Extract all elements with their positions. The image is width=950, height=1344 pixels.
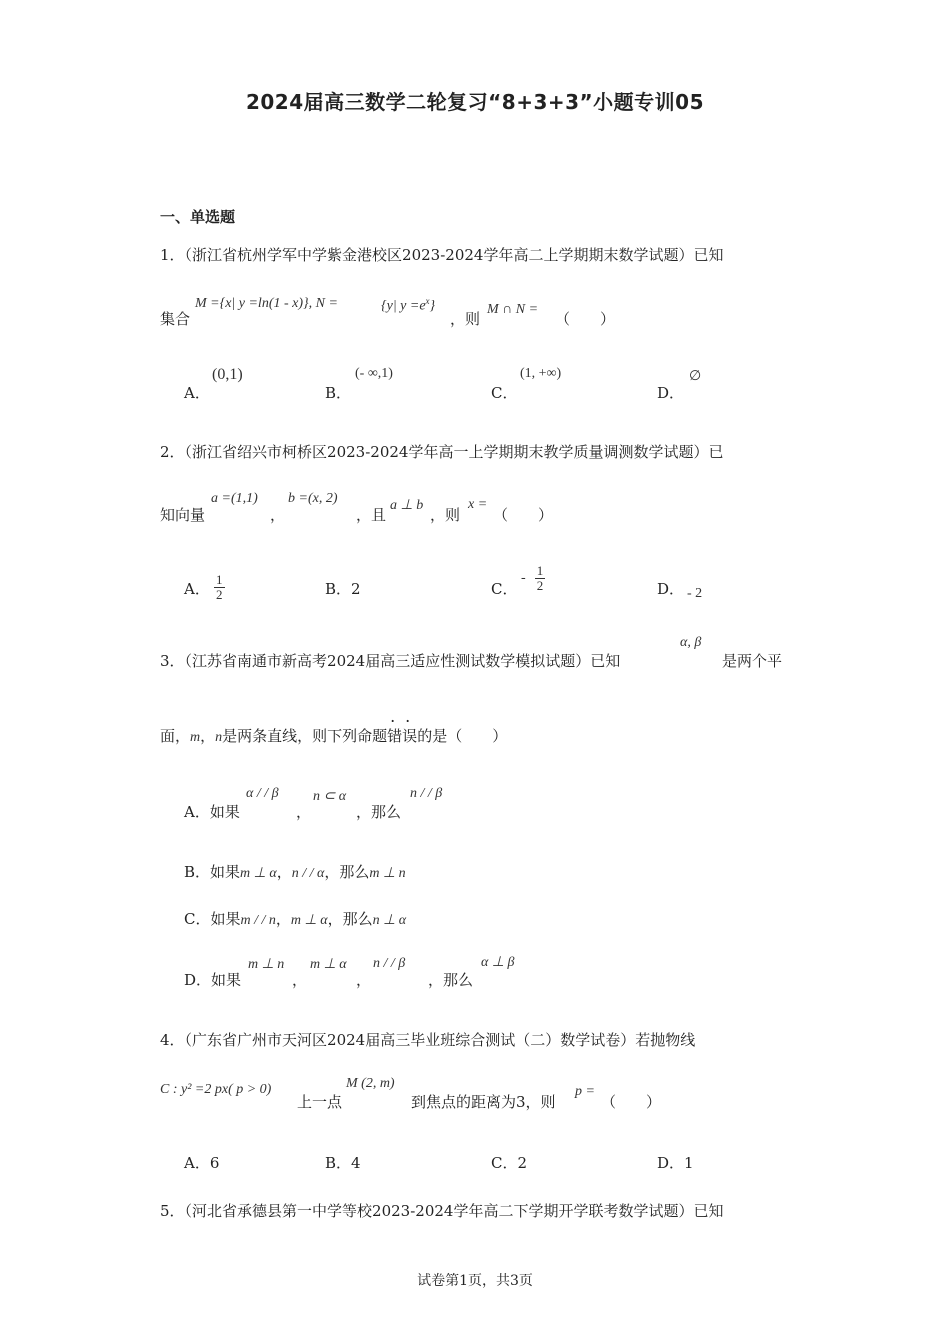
q4-point: M (2, m) (346, 1076, 395, 1091)
q1-option-b[interactable]: B． (325, 384, 352, 402)
q3-option-d-result: α ⊥ β (481, 955, 515, 970)
q1-intersection: M ∩ N = (487, 302, 539, 317)
q4-distance: 到焦点的距离为3，则 (411, 1093, 556, 1111)
q3-option-c[interactable]: C．如果m / / n，m ⊥ α，那么n ⊥ α (184, 910, 407, 928)
q3-option-a-result: n / / β (410, 786, 443, 801)
q2-comma: ， (270, 506, 286, 524)
q3-alpha-beta: α, β (680, 635, 702, 650)
q1-stem-lead: 集合 (160, 310, 191, 328)
q3-option-a-then: ，那么 (356, 803, 402, 821)
q4-curve: C : y² =2 px( p > 0) (160, 1082, 272, 1097)
q3-option-a-cond2: n ⊂ α (313, 789, 347, 804)
q4-option-b[interactable]: B．4 (325, 1154, 361, 1172)
q3-option-d[interactable]: D．如果 (184, 971, 242, 989)
q2-option-c-fraction: - $\frac{1}{2}$ (521, 563, 544, 593)
q2-perp: a ⊥ b (390, 498, 424, 513)
q2-x-expr: x = (468, 497, 488, 512)
q3-option-a-cond1: α / / β (246, 786, 279, 801)
q2-option-b[interactable]: B．2 (325, 580, 361, 598)
q2-stem-lead: 知向量 (160, 506, 206, 524)
q2-stem-line1: 2．（浙江省绍兴市柯桥区2023-2024学年高一上学期期末教学质量调测数学试题）已 (160, 443, 724, 461)
q3-option-d-cond3: n / / β (373, 956, 406, 971)
q1-option-d-value: ∅ (689, 369, 702, 384)
q1-option-c-value: (1, +∞) (520, 366, 562, 381)
q3-option-d-cond2: m ⊥ α (310, 957, 347, 972)
q1-option-d[interactable]: D． (657, 384, 685, 402)
q3-stem-line2: 面，m，n是两条直线，则下列命题 . . 错误的是（ ） (160, 707, 508, 745)
q2-option-a[interactable]: A． (184, 580, 210, 598)
q2-vector-b: b =(x, 2) (288, 491, 338, 506)
q1-option-a[interactable]: A． (184, 384, 210, 402)
q1-option-c[interactable]: C． (491, 384, 518, 402)
q4-option-d[interactable]: D．1 (657, 1154, 694, 1172)
q2-vector-a: a =(1,1) (211, 491, 258, 506)
q4-answer-paren: （ ） (601, 1093, 662, 1111)
q3-option-d-comma2: ， (356, 971, 372, 989)
q4-p-expr: p = (575, 1084, 595, 1099)
q2-then: ，则 (430, 506, 461, 524)
q1-set-expression: M ={x| y =ln(1 - x)}, N = (195, 296, 338, 311)
q4-on-curve: 上一点 (297, 1093, 343, 1111)
q3-option-d-cond1: m ⊥ n (248, 957, 285, 972)
q3-option-d-then: ，那么 (428, 971, 474, 989)
q4-option-a[interactable]: A．6 (184, 1154, 220, 1172)
section-heading: 一、单选题 (160, 208, 236, 226)
q1-then: ，则 (450, 310, 481, 328)
q3-option-d-comma1: ， (292, 971, 308, 989)
q4-option-c[interactable]: C．2 (491, 1154, 528, 1172)
q3-stem-line1: 3．（江苏省南通市新高考2024届高三适应性测试数学模拟试题）已知 (160, 652, 621, 670)
q3-option-a-comma: ， (296, 803, 312, 821)
q3-option-b[interactable]: B．如果m ⊥ α，n / / α，那么m ⊥ n (184, 863, 406, 881)
page-footer: 试卷第1页，共3页 (417, 1273, 533, 1289)
q2-and: ，且 (356, 506, 387, 524)
q4-stem-line1: 4．（广东省广州市天河区2024届高三毕业班综合测试（二）数学试卷）若抛物线 (160, 1031, 696, 1049)
q3-option-a[interactable]: A．如果 (184, 803, 240, 821)
q1-stem-line1: 1．（浙江省杭州学军中学紫金港校区2023-2024学年高二上学期期末数学试题）已知 (160, 246, 724, 264)
q3-stem-line1-end: 是两个平 (722, 652, 783, 670)
q1-set-n: {y| $y =e^x$} (381, 296, 436, 314)
q1-option-b-value: (- ∞,1) (355, 366, 393, 381)
q5-stem-line1: 5．（河北省承德县第一中学等校2023-2024学年高二下学期开学联考数学试题）已知 (160, 1202, 724, 1220)
q2-option-a-fraction: $\frac{1}{2}$ (216, 572, 223, 602)
q2-answer-paren: （ ） (493, 506, 554, 524)
q2-option-d-value: - 2 (687, 586, 703, 601)
page-title: 2024届高三数学二轮复习“8+3+3”小题专训05 (245, 90, 705, 114)
q2-option-d[interactable]: D． (657, 580, 685, 598)
q2-option-c[interactable]: C． (491, 580, 518, 598)
q1-option-a-value: (0,1) (212, 366, 243, 383)
q1-answer-paren: （ ） (555, 310, 616, 328)
